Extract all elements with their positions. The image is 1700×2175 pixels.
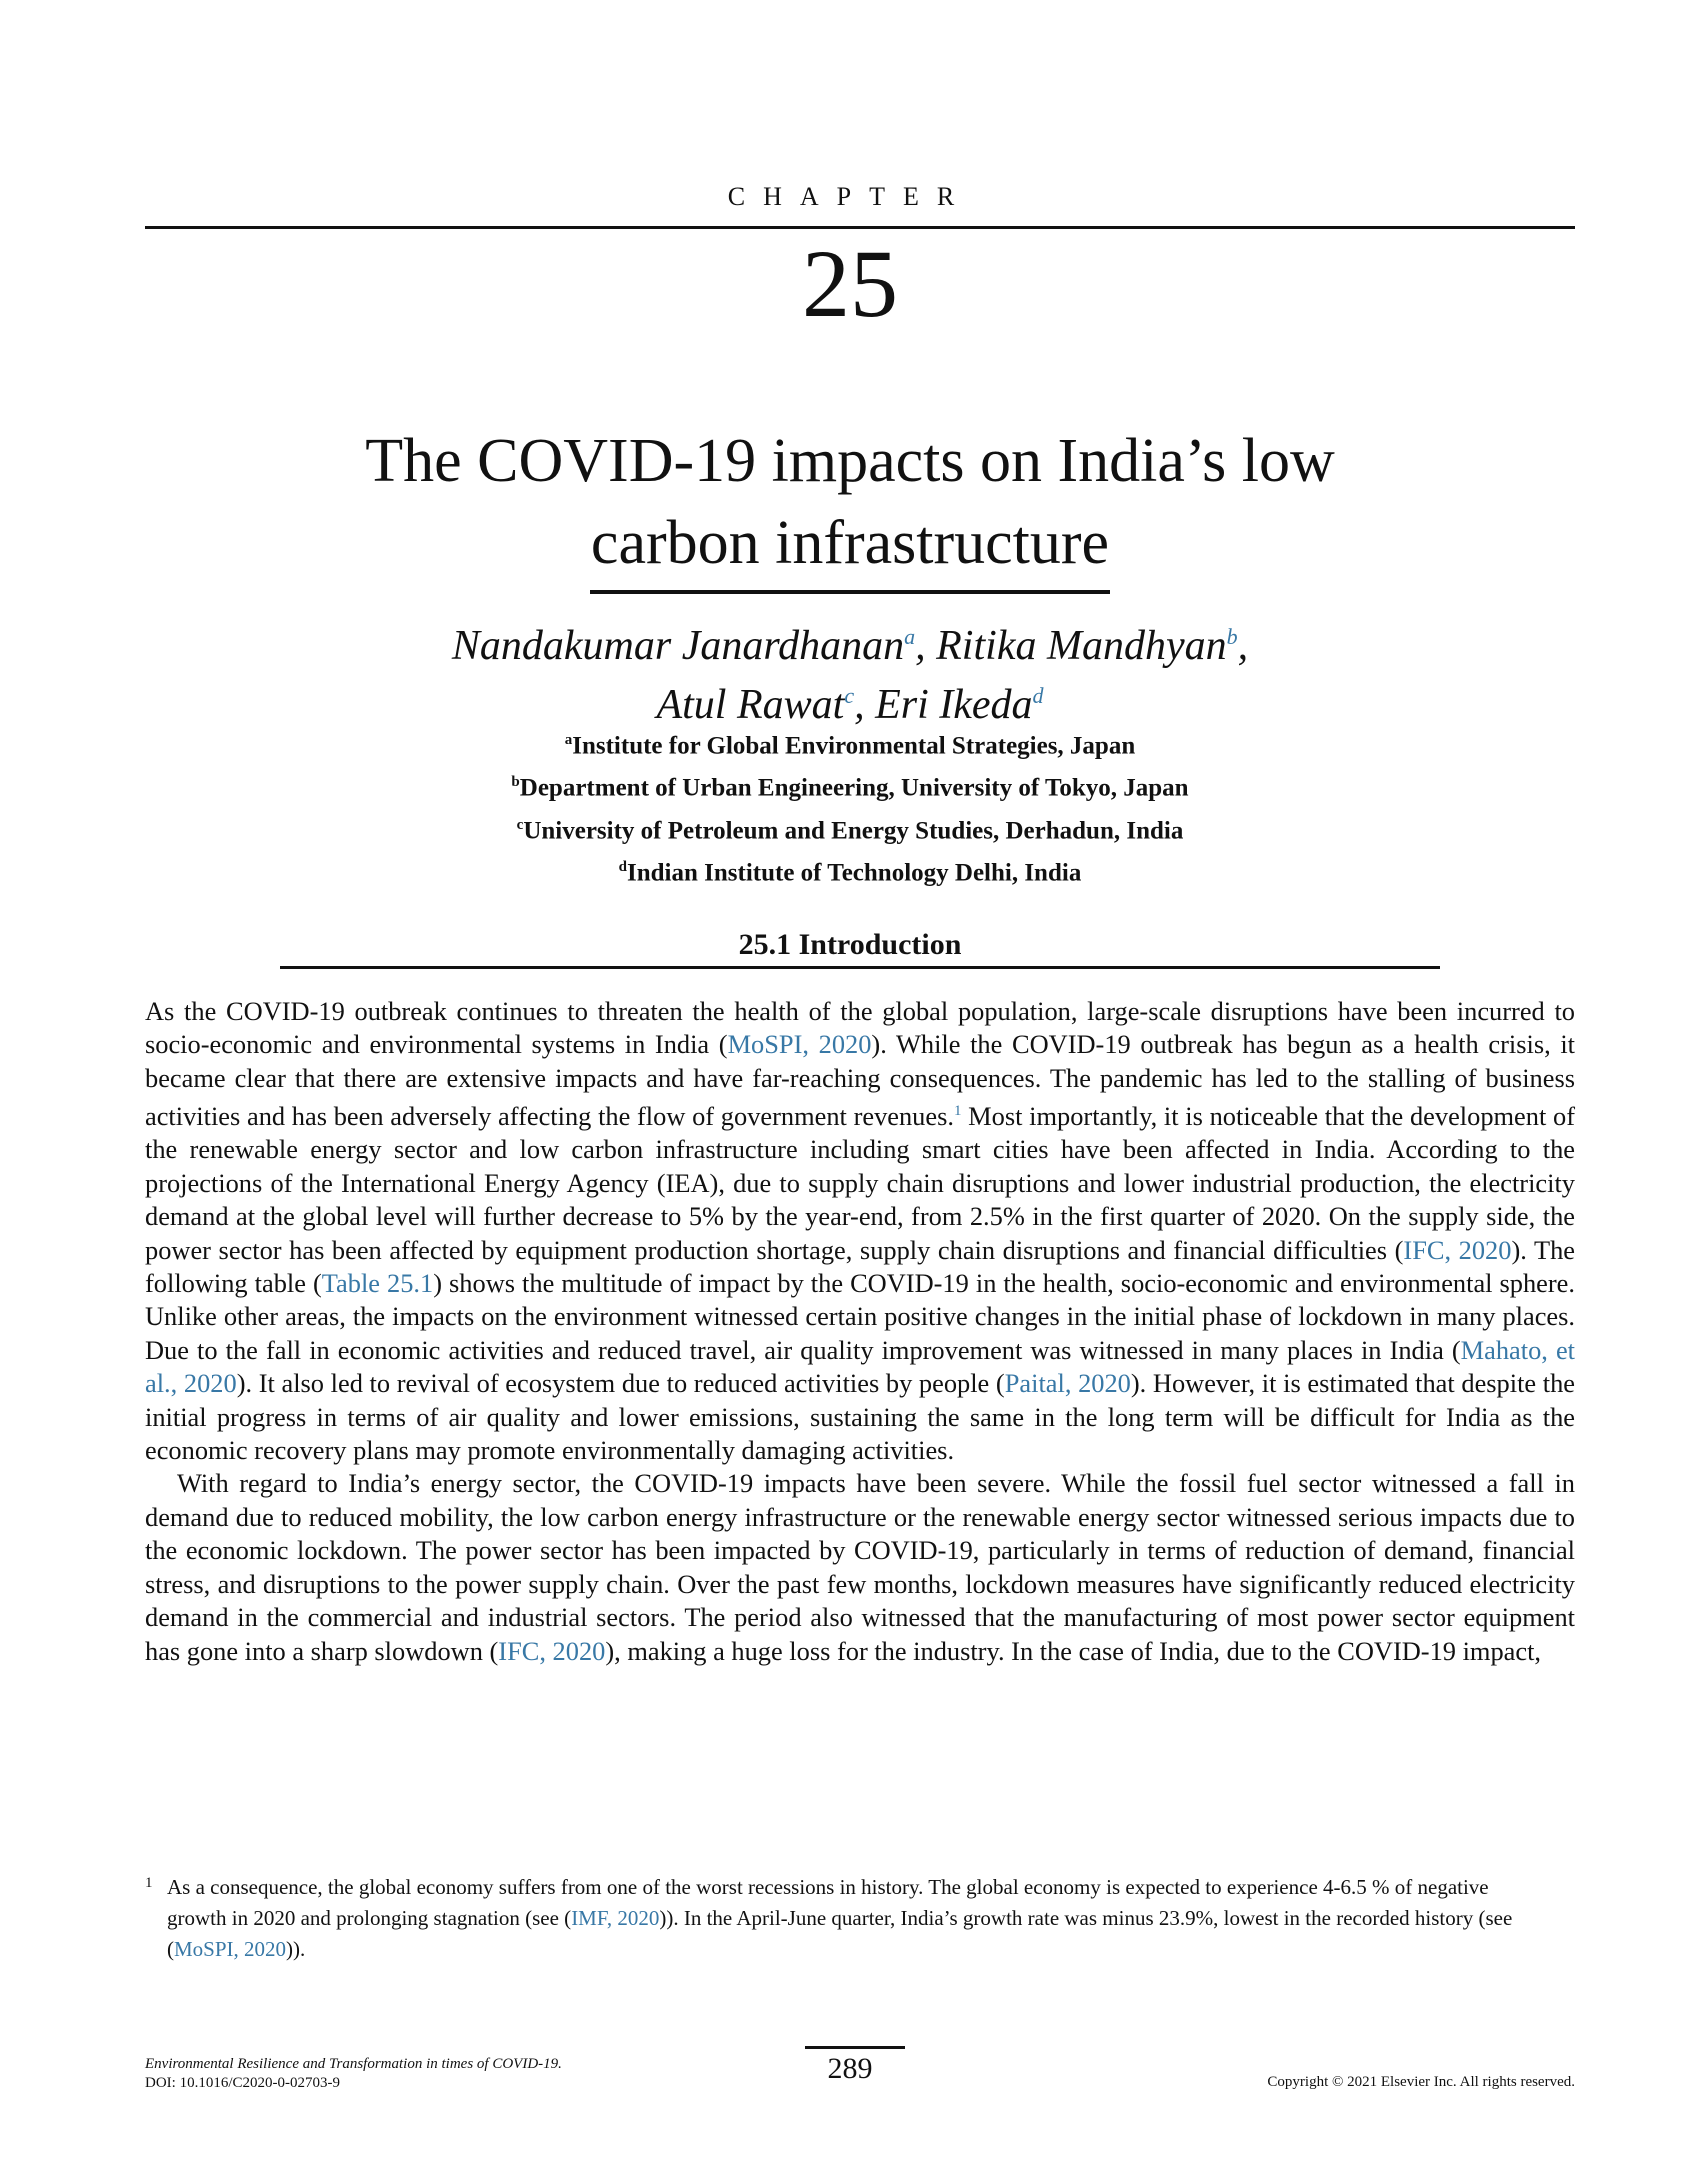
footer-journal: Environmental Resilience and Transformation in times of COVID-19. <box>145 2056 562 2072</box>
body-text <box>145 995 1575 1668</box>
affiliation-mark: c <box>516 816 524 833</box>
citation-link[interactable]: MoSPI, 2020 <box>727 1029 872 1060</box>
author-name: Atul Rawat <box>656 682 845 728</box>
author-affiliation-mark[interactable]: c <box>844 683 855 708</box>
citation-link[interactable]: IMF, 2020 <box>571 1906 660 1930</box>
footnote-ref[interactable]: 1 <box>953 1103 962 1120</box>
affiliation-mark: a <box>564 732 573 748</box>
affiliation-text: Indian Institute of Technology Delhi, India <box>627 859 1082 887</box>
text-run: With regard to India’s energy sector, the COVID-19 impacts have been severe. While the fossil fuel sector witnessed a fall in demand due to reduced mobility, the low carbon energy infrastructure or the renewable energy sector witnessed serious impacts due to the economic lockdown. The power sector has been impacted by COVID-19, particularly in terms of reduction of demand, financial stress, and disruptions to the power supply chain. Over the past few months, lockdown measures have significantly reduced electricity demand in the commercial and industrial sectors. The period also witnessed that the manufacturing of most power sector equipment has gone into a sharp slowdown ( <box>145 1468 1575 1666</box>
text-run: ) shows the multitude of impact by the COVID-19 in the health, socio-economic and environmental sphere. Unlike other areas, the impacts on the environment witnessed certain positive changes in the initial phase of lockdown in many places. Due to the fall in economic activities and reduced travel, air quality improvement was witnessed in many places in India ( <box>145 1268 1575 1365</box>
text-run: ). It also led to revival of ecosystem due to reduced activities by people ( <box>236 1368 1005 1399</box>
chapter-label: CHAPTER <box>727 182 973 211</box>
citation-link[interactable]: Mahato, et al., 2020 <box>145 1334 1575 1399</box>
affiliation <box>250 722 1450 764</box>
text-run: ). While the COVID-19 outbreak has begun as a health crisis, it became clear that there are extensive impacts and have far-reaching consequences. The pandemic has led to the stalling of business activities and has been adversely affecting the flow of government revenues. <box>145 1029 1575 1132</box>
section-heading: 25.1 Introduction <box>738 928 962 961</box>
affiliation <box>250 764 1450 806</box>
text-run: ), making a huge loss for the industry. In the case of India, due to the COVID-19 impact, <box>605 1635 1541 1666</box>
affiliation <box>250 807 1450 849</box>
citation-link[interactable]: IFC, 2020 <box>498 1635 606 1666</box>
citation-link[interactable]: MoSPI, 2020 <box>174 1937 287 1961</box>
author-name: Ritika Mandhyan <box>936 623 1227 669</box>
author-separator: , <box>854 682 876 728</box>
affiliation-text: Institute for Global Environmental Strategies, Japan <box>572 732 1136 760</box>
citation-link[interactable]: IFC, 2020 <box>1403 1234 1512 1265</box>
affiliation-text: University of Petroleum and Energy Studies, Derhadun, India <box>523 816 1184 844</box>
paragraph-1 <box>145 995 1575 1467</box>
text-run: As the COVID-19 outbreak continues to threaten the health of the global population, large-scale disruptions have been incurred to socio-economic and environmental systems in India ( <box>145 996 1575 1060</box>
footer-doi: DOI: 10.1016/C2020-0-02703-9 <box>145 2075 340 2091</box>
author-affiliation-mark[interactable]: d <box>1032 683 1044 708</box>
title-line-1: The COVID-19 impacts on India’s low <box>365 427 1335 495</box>
text-run: )). <box>286 1937 306 1961</box>
page-number-rule <box>805 2046 905 2049</box>
affiliation <box>250 849 1450 891</box>
affiliation-mark: d <box>618 858 628 875</box>
citation-link[interactable]: Paital, 2020 <box>1004 1368 1131 1399</box>
chapter-number: 25 <box>802 230 898 337</box>
footnote-mark: 1 <box>145 1875 153 1891</box>
chapter-title <box>200 420 1500 584</box>
author-name: Nandakumar Janardhanan <box>451 623 905 669</box>
affiliation-text: Department of Urban Engineering, University of Tokyo, Japan <box>519 774 1189 802</box>
author-separator: , <box>915 623 937 669</box>
author-name: Eri Ikeda <box>875 682 1033 728</box>
text-run: Most importantly, it is noticeable that the development of the renewable energy sector and low carbon infrastructure including smart cities have been affected in India. According to the projections of the International Energy Agency (IEA), due to supply chain disruptions and lower industrial production, the electricity demand at the global level will further decrease to 5% by the year-end, from 2.5% in the first quarter of 2020. On the supply side, the power sector has been affected by equipment production shortage, supply chain disruptions and financial difficulties ( <box>145 1101 1575 1265</box>
text-run: )). In the April-June quarter, India’s growth rate was minus 23.9%, lowest in the recorded history (see ( <box>167 1906 1513 1961</box>
chapter-rule <box>145 226 1575 229</box>
copyright-notice: Copyright © 2021 Elsevier Inc. All rights reserved. <box>1267 2074 1575 2090</box>
affiliation-mark: b <box>511 774 520 791</box>
title-rule <box>590 590 1110 594</box>
title-line-2: carbon infrastructure <box>590 509 1110 577</box>
text-run: As a consequence, the global economy suffers from one of the worst recessions in history. The global economy is expected to experience 4-6.5 % of negative growth in 2020 and prolonging stagnation (see ( <box>167 1875 1489 1930</box>
author-list <box>250 612 1450 730</box>
footnote <box>145 1872 1515 1965</box>
author-affiliation-mark[interactable]: a <box>904 624 916 649</box>
affiliation-list <box>250 722 1450 891</box>
author-separator: , <box>1237 623 1249 669</box>
paragraph-2 <box>145 1467 1575 1667</box>
text-run: ). The following table ( <box>145 1234 1575 1299</box>
table-link[interactable]: Table 25.1 <box>321 1268 434 1299</box>
author-affiliation-mark[interactable]: b <box>1226 624 1238 649</box>
section-rule <box>280 966 1440 969</box>
text-run: ). However, it is estimated that despite the initial progress in terms of air quality and lower emissions, sustaining the same in the long term will be difficult for India as the economic recovery plans may promote environmentally damaging activities. <box>145 1368 1576 1466</box>
page-number: 289 <box>827 2052 873 2085</box>
